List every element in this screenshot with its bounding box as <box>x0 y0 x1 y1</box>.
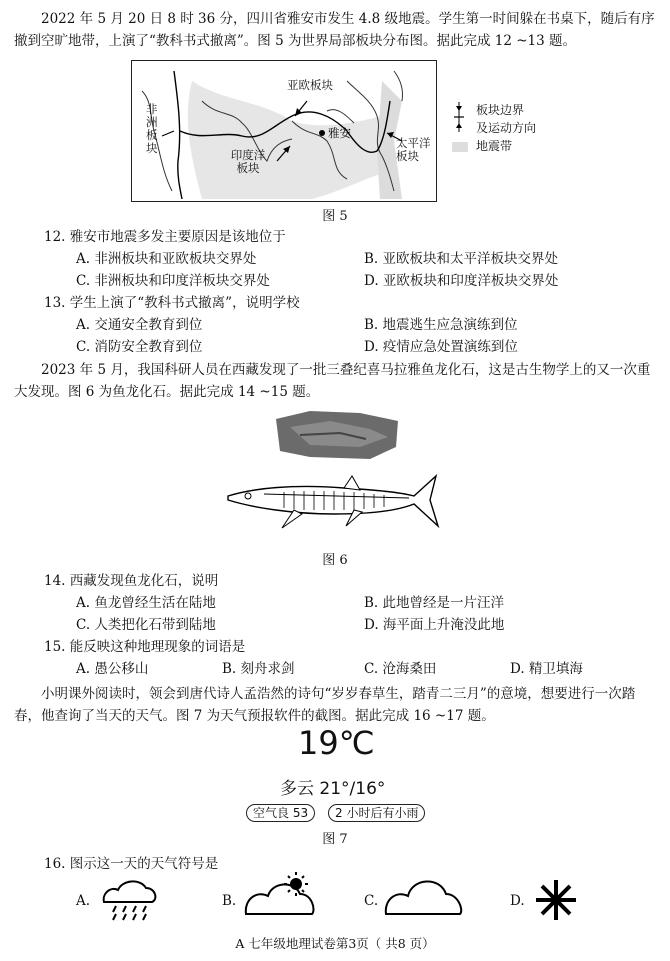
boundary-arrow-icon <box>452 102 466 132</box>
figure-7-caption: 图 7 <box>322 832 348 847</box>
q13-stem: 13. 学生上演了“教科书式撤离”，说明学校 <box>44 295 300 311</box>
plate-map <box>131 60 437 202</box>
intro-paragraph-2: 2023 年 5 月，我国科研人员在西藏发现了一批三叠纪喜马拉雅鱼龙化石，这是古生物学上的又一次重大发现。图 6 为鱼龙化石。据此完成 14 ~15 题。 <box>14 362 651 400</box>
plate-map-drawing <box>132 61 436 201</box>
quake-belt-swatch <box>452 142 468 152</box>
q13-option-b[interactable]: B. 地震逃生应急演练到位 <box>364 317 518 333</box>
map-legend <box>452 100 572 162</box>
label-yaan: 雅安 <box>328 126 351 140</box>
air-quality-badge: 空气良 53 <box>246 804 315 822</box>
snowflake-icon <box>534 878 578 922</box>
q13-option-a[interactable]: A. 交通安全教育到位 <box>76 317 203 333</box>
q15-option-b[interactable]: B. 刻舟求剑 <box>222 661 295 677</box>
q16-option-c[interactable]: C. <box>364 893 379 909</box>
legend-motion: 及运动方向 <box>476 121 537 135</box>
weather-description: 多云 21°/16° <box>280 779 386 799</box>
q16-option-b[interactable]: B. <box>222 893 237 909</box>
q15-option-c[interactable]: C. 沧海桑田 <box>364 661 437 677</box>
q16-option-d[interactable]: D. <box>510 893 525 909</box>
q12-stem: 12. 雅安市地震多发主要原因是该地位于 <box>44 229 286 245</box>
intro-paragraph-1: 2022 年 5 月 20 日 8 时 36 分，四川省雅安市发生 4.8 级地震。学生第一时间躲在书桌下，随后有序撤到空旷地带，上演了“教科书式撤离”。图 5 为世界局部板块分布图。据此完成 12 ~13 题。 <box>14 11 655 49</box>
q14-option-a[interactable]: A. 鱼龙曾经生活在陆地 <box>76 595 216 611</box>
q15-option-d[interactable]: D. 精卫填海 <box>510 661 583 677</box>
q13-option-d[interactable]: D. 疫情应急处置演练到位 <box>364 339 518 355</box>
q13-option-c[interactable]: C. 消防安全教育到位 <box>76 339 203 355</box>
label-pacific-plate: 太平洋板块 <box>396 136 431 163</box>
sun-behind-cloud-icon <box>242 870 320 920</box>
q14-stem: 14. 西藏发现鱼龙化石，说明 <box>44 573 219 589</box>
ichthyosaur-skeleton-image <box>224 470 444 540</box>
q14-option-d[interactable]: D. 海平面上升淹没此地 <box>364 617 505 633</box>
label-african-plate: 非洲板块 <box>146 102 158 155</box>
q12-option-d[interactable]: D. 亚欧板块和印度洋板块交界处 <box>364 273 559 289</box>
rain-cloud-icon <box>100 876 160 922</box>
legend-boundary: 板块边界 <box>476 103 525 117</box>
q14-option-c[interactable]: C. 人类把化石带到陆地 <box>76 617 216 633</box>
q14-option-b[interactable]: B. 此地曾经是一片汪洋 <box>364 595 505 611</box>
label-indian-plate: 印度洋板块 <box>230 148 266 175</box>
rain-forecast-badge: 2 小时后有小雨 <box>328 804 425 822</box>
label-eurasian-plate: 亚欧板块 <box>287 78 333 92</box>
q12-option-b[interactable]: B. 亚欧板块和太平洋板块交界处 <box>364 251 559 267</box>
cloud-icon <box>382 870 466 920</box>
page-footer: A 七年级地理试卷第3页（ 共8 页） <box>235 936 435 951</box>
weather-temperature: 19℃ <box>298 724 375 762</box>
q16-option-a[interactable]: A. <box>76 893 91 909</box>
weather-screenshot <box>232 724 432 830</box>
intro-paragraph-3: 小明课外阅读时，领会到唐代诗人孟浩然的诗句“岁岁春草生，踏青二三月”的意境，想要进行一次踏春，他查询了当天的天气。图 7 为天气预报软件的截图。据此完成 16 ~17 题。 <box>14 686 636 724</box>
q12-option-a[interactable]: A. 非洲板块和亚欧板块交界处 <box>76 251 257 267</box>
q15-stem: 15. 能反映这种地理现象的词语是 <box>44 639 246 655</box>
q15-option-a[interactable]: A. 愚公移山 <box>76 661 149 677</box>
figure-6-caption: 图 6 <box>322 553 348 568</box>
q12-option-c[interactable]: C. 非洲板块和印度洋板块交界处 <box>76 273 270 289</box>
fossil-rock-image <box>270 407 404 463</box>
q16-stem: 16. 图示这一天的天气符号是 <box>44 856 219 872</box>
legend-quake-belt: 地震带 <box>476 139 513 153</box>
figure-5-caption: 图 5 <box>322 209 348 224</box>
